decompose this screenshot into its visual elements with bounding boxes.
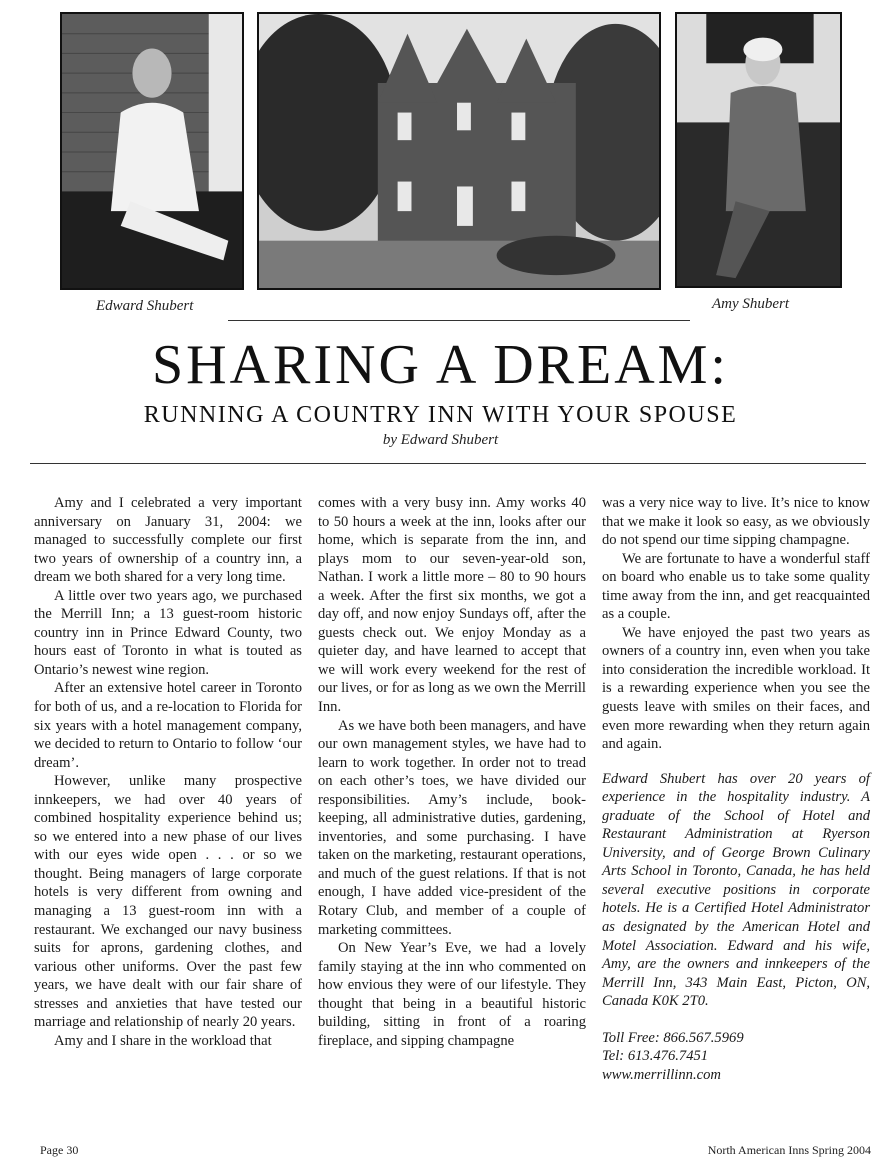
- toll-free-number: Toll Free: 866.567.5969: [602, 1029, 744, 1046]
- photo-merrill-inn: [257, 12, 661, 290]
- article-title: SHARING A DREAM:: [152, 334, 729, 396]
- article-column-2: [318, 494, 586, 1050]
- paragraph: Amy and I share in the workload that: [54, 1032, 272, 1049]
- article-byline: by Edward Shubert: [382, 432, 499, 448]
- paragraph: On New Year’s Eve, we had a lovely family staying at the inn who commented on how envious they were of our lifestyle. They thought that being in a beautiful historic building, sitting in front of a roaring fireplace, and sipping champagne: [318, 940, 586, 1049]
- caption-amy-shubert: Amy Shubert: [712, 296, 790, 312]
- paragraph: We have enjoyed the past two years as owners of a country inn, even when you take into consideration the incredible workload. It is a rewarding experience when you see the guests leave with smiles on their faces, and even more rewarding when they return again and again.: [602, 624, 870, 753]
- photo-edward-shubert: [60, 12, 244, 290]
- paragraph: comes with a very busy inn. Amy works 40 to 50 hours a week at the inn, looks after our home, which is separate from the inn, and plays mom to our seven-year-old son, Nathan. I work a little more – 80 to 90 hours a week. After the first six months, we got a day off, and now enjoy Sundays off, after the guests check out. We enjoy Monday as a quieter day, and have learned to accept that we will work every weekend for the rest of our lives, or for as long as we own the Merrill Inn.: [318, 495, 586, 716]
- telephone-number: Tel: 613.476.7451: [602, 1048, 709, 1065]
- paragraph: was a very nice way to live. It’s nice to know that we make it look so easy, as we obviously do not spend our time sipping champagne.: [602, 495, 870, 549]
- article-subtitle: RUNNING A COUNTRY INN WITH YOUR SPOUSE: [143, 402, 738, 428]
- title-rule: [30, 463, 866, 464]
- caption-edward-shubert: Edward Shubert: [96, 298, 194, 314]
- contact-info: [602, 1029, 870, 1085]
- photo-amy-shubert: [675, 12, 842, 288]
- paragraph: Amy and I celebrated a very important anniversary on January 31, 2004: we managed to successfully complete our first two years of ownership of a country inn, a dream we both shared for a very long time.: [34, 495, 302, 586]
- paragraph: We are fortunate to have a wonderful staff on board who enable us to take some quality time away from the inn, and get reacquainted as a couple.: [602, 550, 870, 623]
- paragraph: However, unlike many prospective innkeepers, we had over 40 years of combined hospitality experience behind us; so we entered into a new phase of our lives with our eyes wide open . . . or so we thought. Being managers of large corporate hotels is very different from owning and managing a 13 guest-room inn with a restaurant. We exchanged our navy business suits for aprons, gardening clothes, and various other uniforms. Over the past few years, we have dealt with our fair share of stresses and anxieties that have tested our marriage and relationship of nearly 20 years.: [34, 773, 302, 1031]
- publication-name: North American Inns Spring 2004: [707, 1143, 871, 1157]
- caption-rule: [228, 320, 690, 321]
- article-column-3: [602, 494, 870, 1084]
- author-bio: Edward Shubert has over 20 years of experience in the hospitality industry. A graduate of the School of Hotel and Restaurant Administration at Ryerson University, and of George Brown Culinary Arts School in Toronto, Canada, he has held several executive positions in corporate hotels. He is a Certified Hotel Administrator as designated by the American Hotel and Motel Association. Edward and his wife, Amy, are the owners and innkeepers of the Merrill Inn, 343 Main East, Picton, ON, Canada K0K 2T0.: [602, 770, 870, 1010]
- website-link[interactable]: www.merrillinn.com: [602, 1066, 721, 1083]
- paragraph: A little over two years ago, we purchased the Merrill Inn; a 13 guest-room historic country inn in Prince Edward County, two hours east of Toronto in what is touted as Ontario’s newest wine region.: [34, 587, 302, 678]
- article-column-1: [34, 494, 302, 1050]
- page-number: Page 30: [40, 1143, 79, 1157]
- paragraph: As we have both been managers, and have our own management styles, we have had to learn to work together. In order not to tread on each other’s toes, we have divided our responsibilities. Amy’s include, book-keeping, all administrative duties, gardening, inventories, and some purchasing. I have taken on the marketing, restaurant operations, and much of the guest relations. If that is not enough, I have added vice-president of the Rotary Club, and member of a couple of marketing committees.: [318, 717, 587, 938]
- paragraph: After an extensive hotel career in Toronto for both of us, and a re-location to Florida for six years with a hotel management company, we decided to return to Ontario to follow ‘our dream’.: [34, 680, 302, 771]
